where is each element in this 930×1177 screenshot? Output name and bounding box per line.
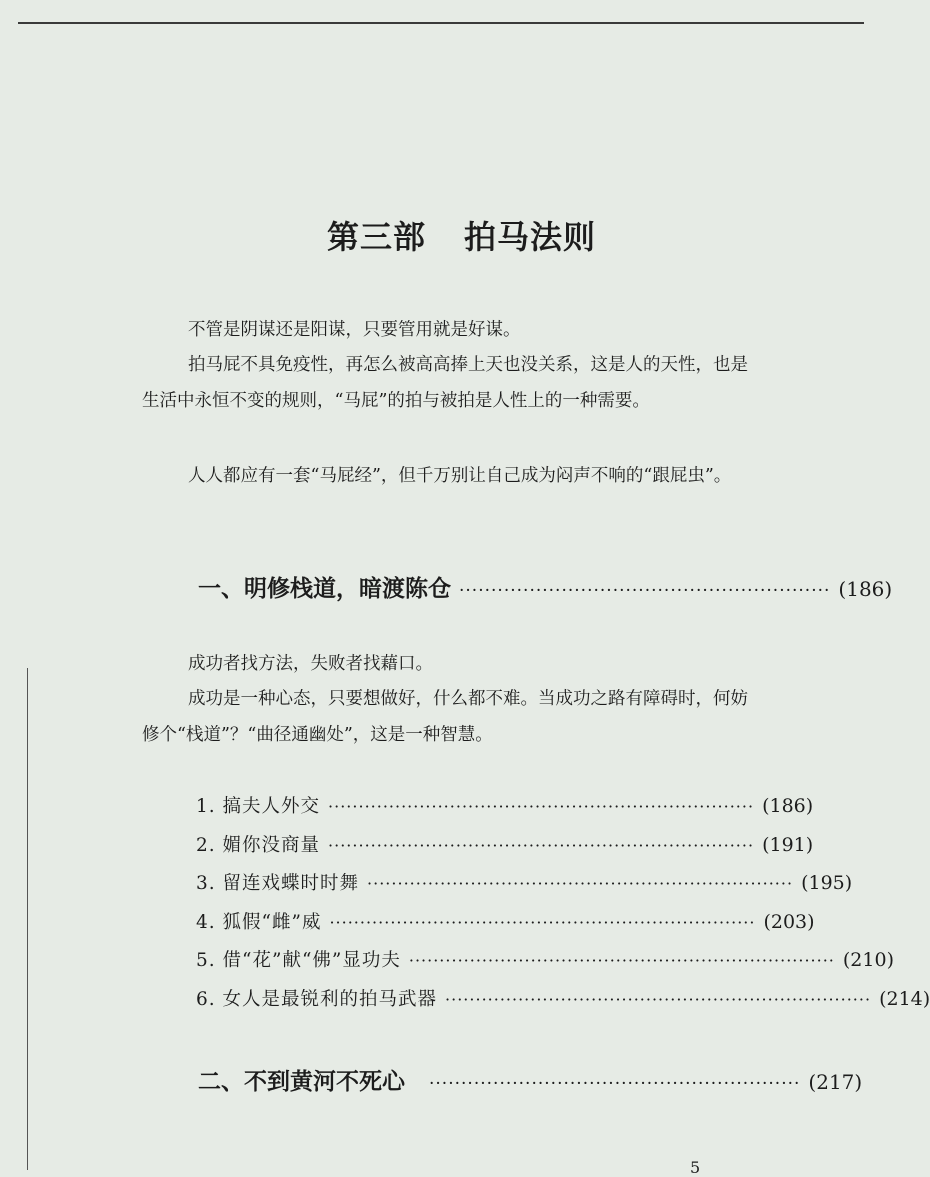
leader-dots: ······································································ [329, 912, 756, 932]
toc-item[interactable] [196, 985, 930, 1024]
toc-item-page: (214) [879, 987, 930, 1010]
toc-section-2[interactable] [198, 1063, 863, 1096]
toc-section-1[interactable] [198, 570, 893, 603]
part-name: 拍马法则 [464, 218, 597, 256]
toc-item-title: 5. 借“花”献“佛”显功夫 [196, 950, 401, 971]
toc-item-title: 3. 留连戏蝶时时舞 [196, 873, 360, 894]
leader-dots: ······································································ [445, 989, 872, 1009]
leader-dots: ·························································· [429, 1074, 801, 1094]
toc-item-page: (210) [842, 949, 894, 971]
intro-paragraph-2: 拍马屁不具免疫性，再怎么被高高捧上天也没关系，这是人的天性，也是生活中永恒不变的规则，“马屁”的拍与被拍是人性上的一种需要。 [142, 355, 748, 411]
section-2-page: (217) [808, 1070, 863, 1094]
toc-item-page: (186) [762, 795, 814, 817]
toc-item-page: (195) [801, 872, 853, 894]
toc-item-page: (191) [762, 833, 814, 856]
leader-dots: ······································································ [367, 874, 794, 893]
toc-item-title: 2. 媚你没商量 [196, 834, 321, 856]
leader-dots: ······································································ [408, 951, 835, 970]
section-1-toc-list [196, 792, 930, 1023]
section-1-paragraph-2: 成功是一种心态，只要想做好，什么都不难。当成功之路有障碍时，何妨修个“栈道”？“曲径通幽处”，这是一种智慧。 [142, 689, 748, 745]
part-title [0, 212, 923, 258]
toc-item[interactable] [196, 946, 894, 985]
section-1-page: (186) [838, 577, 893, 601]
leader-dots: ······································································ [328, 797, 755, 816]
page-number: 5 [690, 1158, 701, 1177]
toc-item-title: 6. 女人是最锐利的拍马武器 [196, 988, 438, 1010]
leader-dots: ·························································· [459, 581, 831, 601]
section-1-title: 一、明修栈道，暗渡陈仓 [198, 575, 451, 602]
intro-paragraph-3: 人人都应有一套“马屁经”，但千万别让自己成为闷声不响的“跟屁虫”。 [188, 466, 732, 486]
section-1-paragraph-1: 成功者找方法，失败者找藉口。 [188, 654, 433, 674]
toc-item-title: 1. 搞夫人外交 [196, 796, 321, 817]
toc-item-title: 4. 狐假“雌”威 [196, 911, 322, 933]
top-rule [18, 22, 864, 24]
leader-dots: ······································································ [328, 835, 755, 855]
left-margin-rule [27, 668, 28, 1170]
toc-item[interactable] [196, 831, 814, 870]
toc-item-page: (203) [763, 910, 815, 933]
toc-item[interactable] [196, 908, 815, 947]
toc-item[interactable] [196, 792, 814, 831]
part-number: 第三部 [326, 218, 426, 256]
section-2-title: 二、不到黄河不死心 [198, 1068, 405, 1095]
toc-item[interactable] [196, 869, 853, 908]
intro-paragraph-1: 不管是阴谋还是阳谋，只要管用就是好谋。 [188, 320, 521, 340]
